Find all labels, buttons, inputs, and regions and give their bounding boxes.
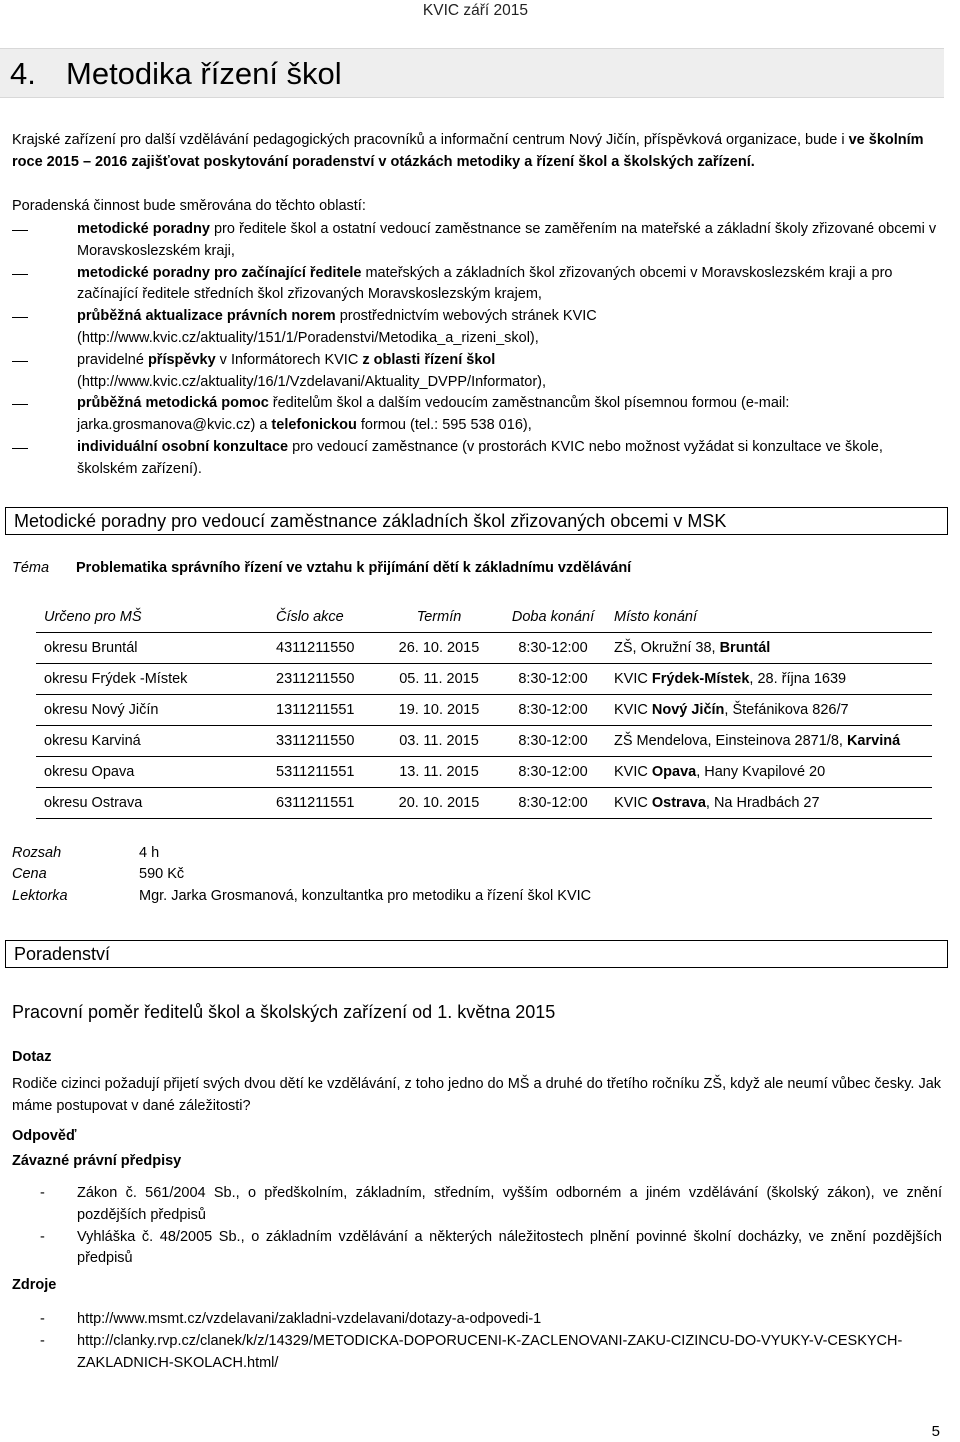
source-link[interactable]: - http://clanky.rvp.cz/clanek/k/z/14329/METODICKA-DOPORUCENI-K-ZACLENOVANI-ZAKU-CIZINCU-DO-VYUKY-V-CESKYCH-ZAKLADNICH-SKOLACH.html/	[12, 1331, 942, 1375]
area-item	[12, 263, 944, 307]
cell-region: okresu Opava	[36, 757, 268, 788]
place-city: Ostrava	[651, 795, 706, 811]
cell-code: 1311211551	[268, 695, 378, 726]
table-row	[36, 664, 932, 695]
table-header-row	[36, 602, 932, 633]
cell-date: 26. 10. 2015	[378, 633, 500, 664]
areas-intro: Poradenská činnost bude směrována do těchto oblastí:	[12, 198, 366, 214]
area-item	[12, 350, 944, 394]
area-item-bold-text: metodické poradny	[77, 221, 210, 237]
place-city: Frýdek-Místek	[651, 671, 750, 687]
table-row	[36, 726, 932, 757]
cell-date: 13. 11. 2015	[378, 757, 500, 788]
price-value: 590 Kč	[139, 866, 185, 882]
place-text: , Hany Kvapilové 20	[696, 764, 826, 780]
cell-code: 6311211551	[268, 788, 378, 819]
place-city: Karviná	[846, 733, 901, 749]
area-item	[12, 219, 944, 263]
cell-code: 2311211550	[268, 664, 378, 695]
source-link[interactable]: - http://www.msmt.cz/vzdelavani/zakladni-vzdelavani/dotazy-a-odpovedi-1	[12, 1309, 942, 1331]
area-item-text: pravidelné	[77, 351, 148, 368]
intro-text-bold: ve školním roce 2015 – 2016 zajišťovat poskytování poradenství v otázkách metodiky a řízení škol a školských zařízení.	[12, 132, 924, 170]
place-text: , Štefánikova 826/7	[724, 702, 849, 718]
regulations-list	[12, 1183, 942, 1270]
cell-place	[606, 757, 932, 788]
place-text: , Na Hradbách 27	[705, 795, 820, 811]
topic-label: Téma	[12, 560, 50, 576]
place-city: Bruntál	[719, 640, 771, 656]
place-text: ZŠ, Okružní 38,	[614, 640, 720, 656]
cell-place	[606, 633, 932, 664]
cell-date: 05. 11. 2015	[378, 664, 500, 695]
cell-time: 8:30-12:00	[500, 633, 606, 664]
cell-time: 8:30-12:00	[500, 788, 606, 819]
area-item-bold-text: metodické poradny pro začínající ředitele	[77, 264, 362, 281]
list-item: - Zákon č. 561/2004 Sb., o předškolním, základním, středním, vyšším odborném a jiném vzdělávání (školský zákon), ve znění pozdějších předpisů	[12, 1183, 942, 1227]
table-row	[36, 788, 932, 819]
area-item-text: pro vedoucí zaměstnance (v prostorách KVIC nebo možnost vyžádat si konzultace ve škole, školském zařízení).	[77, 438, 883, 477]
cell-code: 4311211550	[268, 633, 378, 664]
area-item-text: (http://www.kvic.cz/aktuality/16/1/Vzdelavani/Aktuality_DVPP/Informator),	[77, 373, 547, 390]
lecturer-value: Mgr. Jarka Grosmanová, konzultantka pro metodiku a řízení škol KVIC	[139, 888, 592, 904]
cell-time: 8:30-12:00	[500, 664, 606, 695]
scope-value: 4 h	[139, 845, 160, 861]
scope-label: Rozsah	[12, 845, 62, 861]
question-text: Rodiče cizinci požadují přijetí svých dvou dětí ke vzdělávání, z toho jedno do MŠ a druhé do třetího ročníku ZŠ, když ale neumí vůbec česky. Jak máme postupovat v dané záležitosti?	[12, 1076, 942, 1114]
cell-place	[606, 664, 932, 695]
cell-region: okresu Karviná	[36, 726, 268, 757]
sources-label: Zdroje	[12, 1277, 57, 1293]
column-header: Místo konání	[606, 602, 932, 633]
course-heading: Metodické poradny pro vedoucí zaměstnance základních škol zřizovaných obcemi v MSK	[14, 511, 727, 531]
area-item-bold-text: průběžná aktualizace právních norem	[77, 308, 336, 325]
place-text: KVIC	[614, 764, 652, 780]
intro-text: Krajské zařízení pro další vzdělávání pedagogických pracovníků a informační centrum Nový Jičín, příspěvková organizace, bude i	[12, 132, 849, 148]
cell-code: 5311211551	[268, 757, 378, 788]
areas-list	[12, 219, 944, 481]
column-header: Určeno pro MŠ	[36, 602, 268, 633]
cell-place	[606, 726, 932, 757]
advisory-subheading: Pracovní poměr ředitelů škol a školských zařízení od 1. května 2015	[12, 1002, 556, 1022]
topic-value: Problematika správního řízení ve vztahu k přijímání dětí k základnímu vzdělávání	[76, 560, 632, 576]
place-text: KVIC	[614, 671, 652, 687]
cell-time: 8:30-12:00	[500, 757, 606, 788]
advisory-heading: Poradenství	[14, 944, 111, 964]
cell-date: 20. 10. 2015	[378, 788, 500, 819]
advisory-heading-box	[5, 940, 948, 968]
sources-list	[12, 1309, 942, 1374]
place-text: KVIC	[614, 702, 652, 718]
cell-region: okresu Nový Jičín	[36, 695, 268, 726]
area-item-text: formou (tel.: 595 538 016),	[356, 417, 532, 434]
column-header: Termín	[378, 602, 500, 633]
area-item	[12, 306, 944, 350]
answer-label: Odpověď	[12, 1128, 77, 1144]
course-heading-box	[5, 507, 948, 535]
place-text: KVIC	[614, 795, 652, 811]
area-item	[12, 437, 944, 481]
column-header: Doba konání	[500, 602, 606, 633]
cell-region: okresu Frýdek -Místek	[36, 664, 268, 695]
list-item: - Vyhláška č. 48/2005 Sb., o základním vzdělávání a některých náležitostech plnění povinné školní docházky, ve znění pozdějších předpisů	[12, 1227, 942, 1271]
area-item-bold-text: příspěvky	[147, 351, 216, 368]
cell-region: okresu Ostrava	[36, 788, 268, 819]
area-item-text: mateřských a základních škol zřizovaných obcemi v Moravskoslezském kraji a pro začínající ředitele středních škol zřizovaných Moravskoslezským krajem,	[77, 264, 893, 303]
area-item-bold-text: průběžná metodická pomoc	[77, 395, 269, 412]
area-item-bold-text: individuální osobní konzultace	[77, 438, 289, 455]
chapter-number: 4.	[10, 56, 36, 91]
cell-time: 8:30-12:00	[500, 726, 606, 757]
place-city: Opava	[651, 764, 697, 780]
cell-date: 19. 10. 2015	[378, 695, 500, 726]
table-row	[36, 633, 932, 664]
cell-date: 03. 11. 2015	[378, 726, 500, 757]
cell-place	[606, 788, 932, 819]
area-item-text: prostřednictvím webových stránek KVIC (http://www.kvic.cz/aktuality/151/1/Poradenstvi/Metodika_a_rizeni_skol),	[77, 308, 597, 346]
area-item-text: v Informátorech KVIC	[215, 351, 363, 368]
area-item-bold-text: telefonickou	[271, 417, 357, 434]
chapter-heading	[0, 48, 944, 98]
table-row	[36, 757, 932, 788]
table-row	[36, 695, 932, 726]
cell-place	[606, 695, 932, 726]
area-item-text: ředitelům škol a dalším vedoucím zaměstnancům škol písemnou formou (e-mail: jarka.grosmanova@kvic.cz) a	[77, 395, 790, 434]
question-label: Dotaz	[12, 1049, 52, 1065]
price-label: Cena	[12, 866, 47, 882]
intro-paragraph	[12, 130, 944, 173]
cell-region: okresu Bruntál	[36, 633, 268, 664]
area-item-bold-text: z oblasti řízení škol	[362, 351, 496, 368]
area-item-text: pro ředitele škol a ostatní vedoucí zaměstnance se zaměřením na mateřské a základní školy zřizované obcemi v Moravskoslezském kraji,	[77, 221, 937, 259]
course-schedule-table	[36, 602, 932, 819]
area-item	[12, 393, 944, 437]
regulations-label: Závazné právní předpisy	[12, 1153, 182, 1169]
column-header: Číslo akce	[268, 602, 378, 633]
cell-time: 8:30-12:00	[500, 695, 606, 726]
table-body	[36, 633, 932, 819]
place-city: Nový Jičín	[651, 702, 725, 718]
lecturer-label: Lektorka	[12, 888, 68, 904]
page-number: 5	[931, 1423, 940, 1440]
place-text: ZŠ Mendelova, Einsteinova 2871/8,	[614, 733, 847, 749]
cell-code: 3311211550	[268, 726, 378, 757]
place-text: , 28. října 1639	[749, 671, 847, 687]
chapter-title: Metodika řízení škol	[66, 56, 342, 91]
running-header: KVIC září 2015	[422, 2, 528, 19]
